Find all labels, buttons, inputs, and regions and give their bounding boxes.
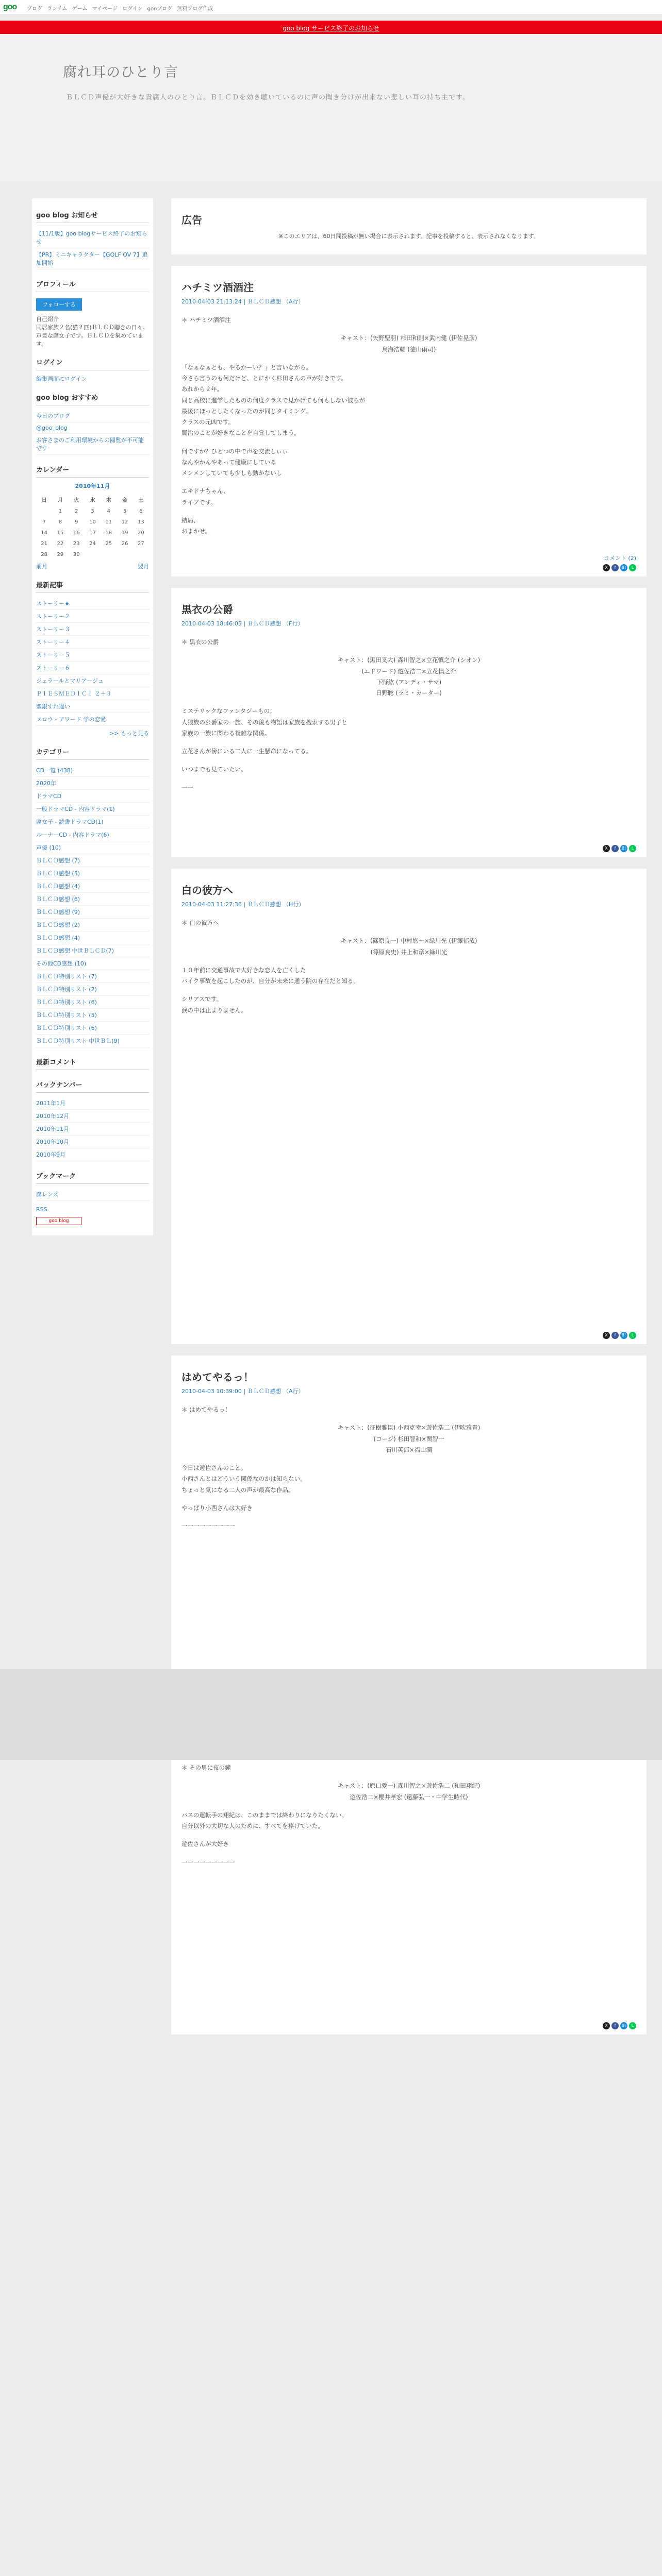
calendar-day[interactable]: 12 [121,519,128,525]
entry-paragraph: 遊佐さんが大好き [181,1840,229,1848]
calendar-month: 2010年11月 [75,483,110,489]
x-share-icon[interactable]: X [603,845,610,852]
recent-item[interactable]: メロウ・アワード 学の恋愛 [36,713,149,726]
topbar-links [27,4,218,12]
category-item[interactable]: ＢＬＣＤ感想 (7) [36,854,149,867]
calendar-weekday: 土 [138,498,144,503]
category-item[interactable]: ＢＬＣＤ特別リスト (2) [36,983,149,996]
backnumber-item[interactable]: 2010年10月 [36,1136,149,1148]
x-share-icon[interactable]: X [603,564,610,571]
calendar-day[interactable]: 30 [73,552,80,557]
backnumber-item[interactable]: 2010年12月 [36,1110,149,1123]
entry-body [181,1404,636,1688]
line-share-icon[interactable]: L [629,2022,636,2029]
calendar-day[interactable] [36,506,52,517]
category-heading: カテゴリー [36,747,149,760]
hatena-share-icon[interactable]: B! [620,1332,627,1339]
topbar-link[interactable]: 無料ブログ作成 [177,6,213,12]
calendar-day[interactable]: 6 [139,509,143,514]
rss-link[interactable]: RSS [36,1206,47,1213]
notice-item-list [36,227,149,269]
recent-item[interactable]: ストーリー３ [36,623,149,636]
category-item[interactable]: ルーナーCD - 内容ドラマ(6) [36,828,149,841]
calendar-day[interactable]: 21 [41,541,47,547]
entry-paragraph: 今日は遊佐さんのこと。 小西さんとはどういう関係なのかは知らない。 ちょっと気になる二人の声が最高な作品。 [181,1464,306,1494]
category-item[interactable]: 声優 (10) [36,841,149,854]
calendar-day[interactable]: 7 [42,519,46,525]
calendar-weekday: 金 [122,498,128,503]
entry-title[interactable]: 白の彼方へ [181,884,233,896]
recent-heading: 最新記事 [36,580,149,593]
recent-more-link[interactable]: >> もっと見る [109,730,149,737]
blog-entry [171,1714,647,2035]
category-item[interactable]: ドラマCD [36,790,149,803]
calendar-weekday: 日 [41,498,47,503]
entry-paragraph: キャスト：(征樹雅臣) 小西克幸×遊佐浩二 (伊吹雅貴) (コージ) 杉田智和×関智一 石川英郎×福山潤 [337,1424,481,1453]
calendar-prev-link[interactable]: 前月 [36,563,47,570]
calendar-nav [36,562,149,570]
comment-link[interactable]: コメント (2) [603,555,636,562]
category-item[interactable]: CD一覧 (438) [36,764,149,777]
category-item[interactable]: ＢＬＣＤ特別リスト 中世ＢＬ(9) [36,1035,149,1047]
entry-paragraph: バスの運転手の翔紀は、このままでは終わりになりたくない。 自分以外の大切な人のために、すべてを捧げていた。 [181,1811,347,1830]
calendar-weekday: 月 [57,498,63,503]
notice-item[interactable]: 【PR】ミニキャラクター【GOLF OV 7】追加開始 [36,248,149,269]
entry-paragraph: いつまでも見ていたい。 [181,766,247,773]
backnumber-item[interactable]: 2011年1月 [36,1097,149,1110]
entry-meta[interactable]: 2010-04-03 10:39:00 | ＢＬＣＤ感想 （A行） [181,1388,304,1395]
bookmark-item-list [36,1188,149,1201]
entry-paragraph: ＊ 白の彼方へ [181,919,219,926]
recent-item[interactable]: ストーリー★ [36,597,149,610]
category-item[interactable]: ＢＬＣＤ感想 (4) [36,880,149,893]
hatena-share-icon[interactable]: B! [620,564,627,571]
entry-title[interactable]: 黒衣の公爵 [181,603,233,616]
entry-paragraph: ＊ ハチミツ酒酒注 [181,316,231,324]
entry-paragraph: キャスト：(矢野聖羽) 杉田和則×武内健 (伊佐晃彦) 鳥海浩輔 (徳山雨司) [340,334,477,353]
entry-body [181,1762,636,2020]
service-notice-banner [0,21,662,34]
entry-paragraph: ＊ 黒衣の公爵 [181,638,219,646]
profile-line: 同居家族２名(猫２匹)ＢＬＣＤ聴きの日々。 [36,324,148,331]
calendar-day[interactable]: 22 [57,541,64,547]
calendar-day[interactable] [117,549,133,560]
calendar-day[interactable]: 15 [57,530,64,536]
login-link[interactable]: 編集画面にログイン [36,376,87,382]
entry-paragraph: ＊ その男に夜の鐘 [181,1764,231,1771]
calendar-day[interactable] [101,549,117,560]
entry-body [181,315,636,547]
entry-body [181,637,636,843]
calendar-day[interactable]: 11 [105,519,112,525]
recommend-item[interactable]: 今日のブログ [36,410,149,422]
x-share-icon[interactable]: X [603,1332,610,1339]
topbar-link[interactable]: gooブログ [147,6,173,12]
recent-item-list [36,597,149,726]
calendar-weekday: 木 [106,498,111,503]
entry-paragraph: ＊ はめてやるっ！ [181,1406,231,1413]
calendar-day[interactable]: 5 [123,509,127,514]
calendar-day[interactable] [85,549,101,560]
facebook-share-icon[interactable]: f [611,564,619,571]
main-column [171,198,647,2046]
section-divider [0,1669,662,1760]
follow-button[interactable]: フォローする [36,298,82,311]
login-heading: ログイン [36,357,149,370]
hatena-share-icon[interactable]: B! [620,2022,627,2029]
calendar-day[interactable]: 16 [73,530,80,536]
profile-heading: プロフィール [36,279,149,292]
calendar-day[interactable]: 24 [89,541,96,547]
recent-item[interactable]: ストーリー５ [36,649,149,662]
category-item[interactable]: ＢＬＣＤ特別リスト (6) [36,996,149,1009]
recent-item[interactable]: ストーリー６ [36,662,149,674]
calendar-weekday: 水 [90,498,95,503]
calendar-day[interactable]: 17 [89,530,96,536]
facebook-share-icon[interactable]: f [611,845,619,852]
category-item[interactable]: 腐女子 - 読書ドラマCD(1) [36,816,149,828]
calendar-next-link[interactable]: 翌月 [138,563,149,570]
ad-label: 広告 [181,214,202,226]
entry-paragraph: 何ですか？ひとつの中で声を交流しぃぃ なんやかんやあって健康にしている メンメンしていても少しも動かないし [181,447,288,477]
category-item[interactable]: ＢＬＣＤ感想 中世ＢＬＣＤ(7) [36,944,149,957]
category-item[interactable]: その他CD感想 (10) [36,957,149,970]
service-notice-link[interactable]: goo blog サービス終了のお知らせ [283,25,379,32]
calendar-day[interactable]: 4 [107,509,110,514]
category-item[interactable]: ＢＬＣＤ特別リスト (6) [36,1022,149,1035]
calendar-day[interactable]: 20 [137,530,144,536]
entry-meta[interactable]: 2010-04-03 18:46:05 | ＢＬＣＤ感想 （F行） [181,620,304,627]
entry-paragraph: キャスト：(原口愛一) 森川智之×遊佐浩二 (和田翔紀) 遊佐浩二×櫻井孝宏 (遠藤弘一・中学生時代) [337,1782,481,1801]
notice-heading: goo blog お知らせ [36,210,149,223]
category-item-list [36,764,149,1047]
entry-paragraph: 立花さんが傍にいる二人に一生懸命になってる。 [181,748,312,755]
x-share-icon[interactable]: X [603,2022,610,2029]
entry-paragraph: 一一一一一一一一一 [181,1858,235,1866]
calendar-day[interactable]: 10 [89,519,96,525]
calendar-day[interactable]: 2 [75,509,78,514]
recommend-heading: goo blog おすすめ [36,392,149,405]
blog-header [0,34,662,181]
category-item[interactable]: ＢＬＣＤ特別リスト (5) [36,1009,149,1022]
calendar-day[interactable]: 26 [121,541,128,547]
category-item[interactable]: ＢＬＣＤ感想 (5) [36,867,149,880]
share-buttons [601,1331,636,1339]
facebook-share-icon[interactable]: f [611,1332,619,1339]
line-share-icon[interactable]: L [629,564,636,571]
goo-blog-banner[interactable]: goo blog [36,1217,81,1225]
facebook-share-icon[interactable]: f [611,2022,619,2029]
category-item[interactable]: 一般ドラマCD - 内容ドラマ(1) [36,803,149,816]
entry-paragraph: 「なぁなぁとも、やるかーい？」と言いながら。 今さら言うのも何だけど、とにかく杉田さんの声が好きです。 あれから２年。 同じ高校に進学したものの何度クラスで見かけても何もしない彼らが 最後にほっとしたくなったのが同じタイミング。 クラスの元凶です。 賢治のことが好きなことを自覚してしまう。 [181,363,366,437]
recent-item[interactable]: ストーリー４ [36,636,149,649]
backnumber-item[interactable]: 2010年9月 [36,1148,149,1161]
bookmark-item[interactable]: 腐レンズ [36,1188,149,1201]
ad-notice-text: ※このエリアは、60日間投稿が無い場合に表示されます。記事を投稿すると、表示されなくなります。 [278,233,539,240]
category-item[interactable]: ＢＬＣＤ感想 (2) [36,919,149,931]
topbar-link[interactable]: ゲーム [72,6,88,12]
recommend-item[interactable]: お客さまのご利用環境からの閲覧が不可能です [36,434,149,455]
calendar-day[interactable]: 13 [137,519,144,525]
blog-entry [171,869,647,1344]
profile-line: 自己紹介 [36,316,59,323]
notice-item[interactable]: 【11/1版】goo blogサービス終了のお知らせ [36,227,149,248]
calendar-day[interactable]: 19 [121,530,128,536]
line-share-icon[interactable]: L [629,1332,636,1339]
entry-title[interactable]: ハチミツ酒酒注 [181,281,254,294]
recommend-item[interactable]: @goo_blog [36,422,149,434]
blog-subtitle: ＢＬＣＤ声優が大好きな貴腐人のひとり言。ＢＬＣＤを効き聴いているのに声の聞き分けが出来ない悲しい耳の持ち主です。 [66,94,470,101]
entry-paragraph: キャスト：(篠原良一) 中村悠一×緑川光 (伊澤郁哉) (篠原良史) 井上和彦×緑川光 [340,937,477,956]
category-item[interactable]: ＢＬＣＤ感想 (4) [36,931,149,944]
recent-item[interactable]: ストーリー２ [36,610,149,623]
entry-paragraph: 結局、 おまかせ。 [181,516,211,535]
calendar-day[interactable]: 3 [91,509,94,514]
calendar-day[interactable]: 14 [41,530,47,536]
line-share-icon[interactable]: L [629,845,636,852]
site-topbar [0,0,662,14]
entry-body [181,918,636,1330]
share-buttons [601,844,636,852]
calendar-heading: カレンダー [36,464,149,478]
entry-paragraph: シリアスです。 涙の中は止まりません。 [181,995,247,1014]
entry-meta[interactable]: 2010-04-03 11:27:36 | ＢＬＣＤ感想 （H行） [181,901,305,908]
category-item[interactable]: ＢＬＣＤ感想 (6) [36,893,149,906]
bookmark-heading: ブックマーク [36,1171,149,1184]
hatena-share-icon[interactable]: B! [620,845,627,852]
backnumber-heading: バックナンバー [36,1079,149,1093]
calendar-day[interactable]: 29 [57,552,64,557]
share-buttons [601,563,636,571]
blog-entry [171,588,647,857]
calendar-day[interactable]: 28 [41,552,47,557]
comment-heading: 最新コメント [36,1057,149,1070]
profile-line: 声豊な腐女子です。ＢＬＣＤを集めています。 [36,332,144,347]
recommend-item-list [36,410,149,455]
goo-logo[interactable]: goo [3,3,17,11]
recent-item[interactable]: 聖銀すれ違い [36,700,149,713]
category-item[interactable]: 2020年 [36,777,149,790]
blog-title[interactable]: 腐れ耳のひとり言 [63,64,178,80]
entry-title[interactable]: はめてやるっ！ [181,1371,254,1383]
ad-card [171,198,647,255]
topbar-link[interactable]: ブログ [27,6,42,12]
entry-paragraph: キャスト：(黒田叉大) 森川智之×立花慎之介 (シオン) (エドワード) 遊佐浩二×立花慎之介 下野紘 (アンディ・サマ) 日野聡 (ラミ・カーター) [337,656,481,697]
entry-paragraph: １０年前に交通事故で大好きな恋人を亡くした バイク事故を起こしたのが、自分が未来に通う院の存在だと知る。 [181,966,359,985]
category-item[interactable]: ＢＬＣＤ特別リスト (7) [36,970,149,983]
entry-paragraph: 一一一一一一一一一 [181,1522,235,1530]
backnumber-item[interactable]: 2010年11月 [36,1123,149,1136]
calendar-day[interactable]: 23 [73,541,80,547]
calendar-day[interactable]: 25 [105,541,112,547]
calendar-day[interactable]: 9 [75,519,78,525]
sidebar [32,198,153,1235]
topbar-link[interactable]: ランチム [47,6,68,12]
calendar-weekday: 火 [74,498,79,503]
calendar-day[interactable]: 8 [58,519,62,525]
calendar-day[interactable] [133,549,149,560]
calendar-day[interactable]: 1 [58,509,62,514]
share-buttons [601,2021,636,2029]
entry-paragraph: 一一 [181,784,193,791]
entry-meta[interactable]: 2010-04-03 21:13:24 | ＢＬＣＤ感想 （A行） [181,298,304,305]
blog-entry [171,1355,647,1702]
calendar-table [36,493,149,560]
topbar-link[interactable]: マイページ [92,6,118,12]
entry-paragraph: やっぱり小西さんは大好き [181,1504,253,1512]
recent-item[interactable]: ＰＩＥＳＭＥＤＩＣＩ ２＋３ [36,687,149,700]
blog-entry [171,266,647,577]
calendar-day[interactable]: 27 [137,541,144,547]
recent-item[interactable]: ジェラールとマリアージュ [36,674,149,687]
category-item[interactable]: ＢＬＣＤ感想 (9) [36,906,149,919]
backnumber-item-list [36,1097,149,1161]
topbar-link[interactable]: ログイン [122,6,143,12]
entry-paragraph: エキドナちゃん、 ライブです。 [181,487,229,506]
entry-paragraph: ミステリックなファンタジーもの。 人狼族の公爵家の一族、その後も物語は家族を捜索する男子と 家族の一族に関わる複雑な関係。 [181,707,347,737]
calendar-day[interactable]: 18 [105,530,112,536]
